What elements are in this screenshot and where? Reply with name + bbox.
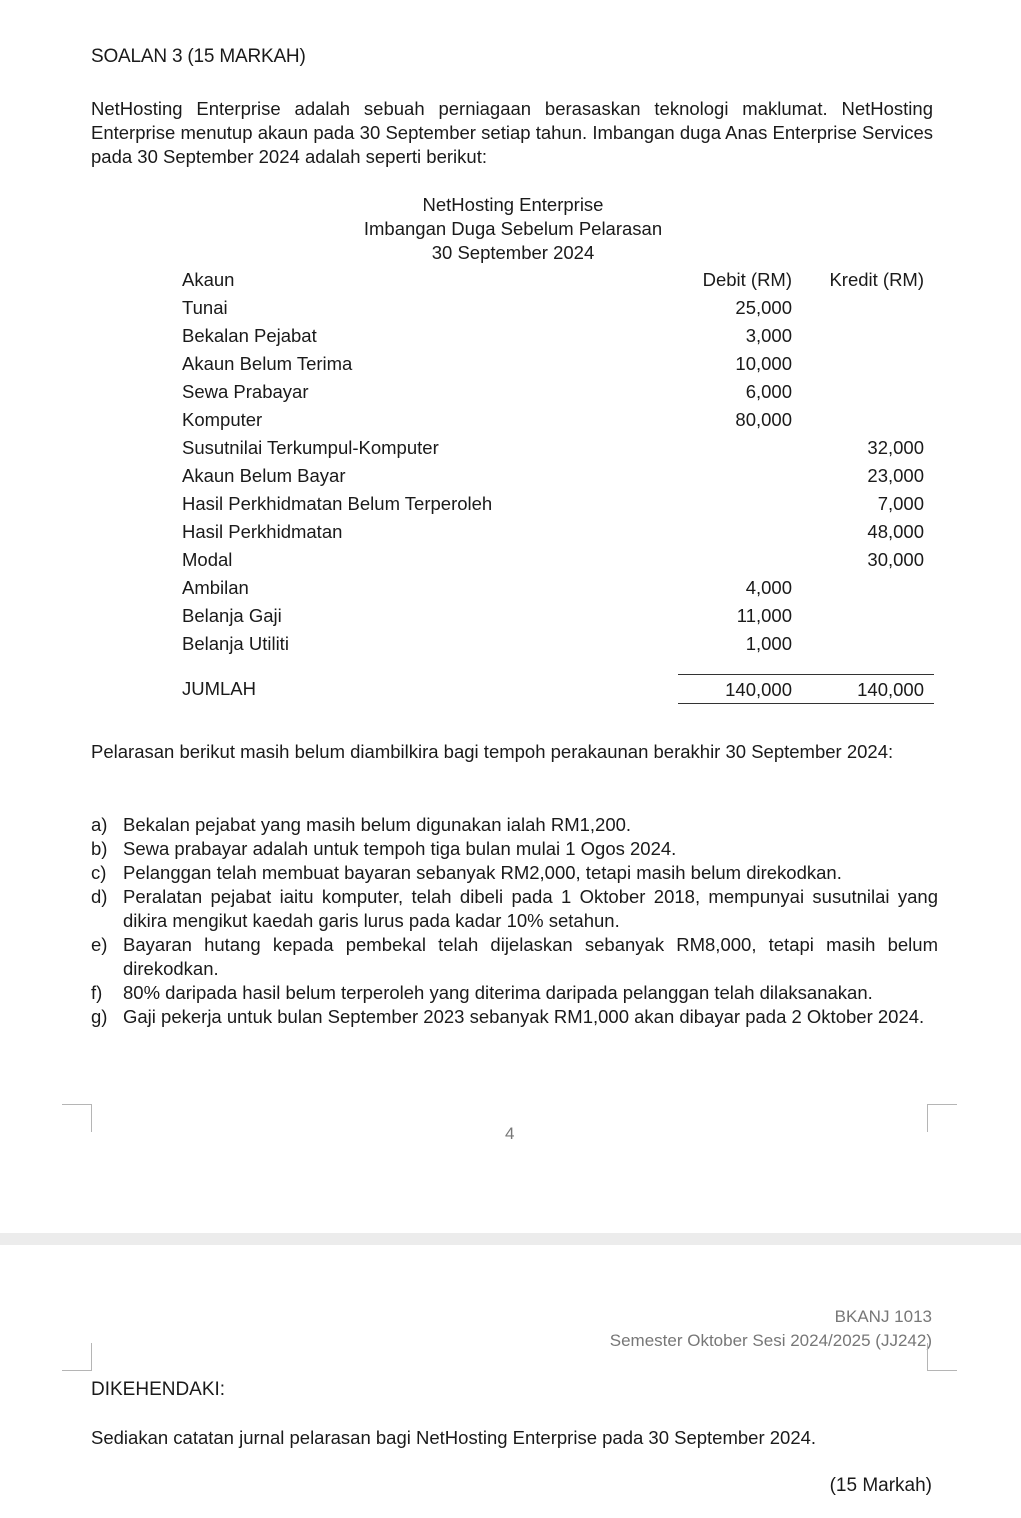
- marks-label: (15 Markah): [829, 1475, 932, 1496]
- account-name: Akaun Belum Bayar: [182, 465, 346, 486]
- page-separator: [0, 1233, 1021, 1245]
- list-item: [91, 861, 938, 885]
- table-row: [182, 602, 934, 630]
- debit-value: 25,000: [735, 297, 792, 318]
- table-row: [182, 630, 934, 658]
- account-name: Susutnilai Terkumpul-Komputer: [182, 437, 439, 458]
- header-debit: Debit (RM): [702, 269, 792, 290]
- item-label: f): [91, 982, 103, 1003]
- table-total-row: [182, 674, 934, 704]
- item-text: Bekalan pejabat yang masih belum digunakan ialah RM1,200.: [123, 814, 632, 835]
- debit-value: 6,000: [745, 381, 792, 402]
- table-row: [182, 294, 934, 322]
- list-item: [91, 933, 938, 981]
- item-text: Pelanggan telah membuat bayaran sebanyak RM2,000, tetapi masih belum direkodkan.: [123, 862, 842, 883]
- account-name: Tunai: [182, 297, 228, 318]
- adjustments-intro: Pelarasan berikut masih belum diambilkira bagi tempoh perakaunan berakhir 30 September 2024:: [91, 741, 894, 762]
- debit-value: 1,000: [745, 633, 792, 654]
- item-label: g): [91, 1006, 108, 1027]
- list-item: [91, 981, 938, 1005]
- debit-value: 11,000: [736, 605, 792, 626]
- trial-balance-table: [182, 266, 934, 704]
- credit-value: 7,000: [877, 493, 924, 514]
- total-label: JUMLAH: [182, 678, 257, 699]
- item-text: Peralatan pejabat iaitu komputer, telah dibeli pada 1 Oktober 2018, mempunyai susutnilai yang dikira mengikut kaedah garis lurus pada kadar 10% setahun.: [123, 886, 938, 931]
- item-text: Sewa prabayar adalah untuk tempoh tiga bulan mulai 1 Ogos 2024.: [123, 838, 677, 859]
- trial-balance-date: 30 September 2024: [431, 242, 595, 263]
- credit-value: 48,000: [867, 521, 924, 542]
- margin-corner-mark: [62, 1104, 92, 1132]
- table-row: [182, 434, 934, 462]
- debit-value: 10,000: [735, 353, 792, 374]
- account-name: Akaun Belum Terima: [182, 353, 353, 374]
- margin-corner-mark: [927, 1343, 957, 1371]
- account-name: Belanja Utiliti: [182, 633, 289, 654]
- account-name: Sewa Prabayar: [182, 381, 309, 402]
- total-credit: 140,000: [857, 679, 924, 700]
- item-label: e): [91, 934, 108, 955]
- table-row: [182, 406, 934, 434]
- item-label: b): [91, 838, 108, 859]
- table-row: [182, 574, 934, 602]
- requirement-title: DIKEHENDAKI:: [91, 1379, 226, 1400]
- item-label: c): [91, 862, 107, 883]
- item-text: Bayaran hutang kepada pembekal telah dijelaskan sebanyak RM8,000, tetapi masih belum direkodkan.: [123, 934, 938, 979]
- table-row: [182, 546, 934, 574]
- table-row: [182, 490, 934, 518]
- item-label: a): [91, 814, 108, 835]
- item-label: d): [91, 886, 108, 907]
- item-text: 80% daripada hasil belum terperoleh yang diterima daripada pelanggan telah dilaksanakan.: [123, 982, 873, 1003]
- requirement-text: Sediakan catatan jurnal pelarasan bagi NetHosting Enterprise pada 30 September 2024.: [91, 1427, 817, 1448]
- account-name: Hasil Perkhidmatan Belum Terperoleh: [182, 493, 493, 514]
- table-header-row: [182, 266, 934, 294]
- table-row: [182, 462, 934, 490]
- credit-value: 32,000: [867, 437, 924, 458]
- list-item: [91, 813, 938, 837]
- debit-value: 3,000: [745, 325, 792, 346]
- trial-balance-company: NetHosting Enterprise: [422, 194, 604, 215]
- account-name: Komputer: [182, 409, 263, 430]
- list-item: [91, 837, 938, 861]
- total-debit: 140,000: [725, 679, 792, 700]
- debit-value: 80,000: [735, 409, 792, 430]
- semester-label: Semester Oktober Sesi 2024/2025 (JJ242): [609, 1331, 932, 1350]
- account-name: Ambilan: [182, 577, 249, 598]
- table-row: [182, 350, 934, 378]
- margin-corner-mark: [62, 1343, 92, 1371]
- credit-value: 23,000: [867, 465, 924, 486]
- credit-value: 30,000: [867, 549, 924, 570]
- item-text: Gaji pekerja untuk bulan September 2023 sebanyak RM1,000 akan dibayar pada 2 Oktober 2024.: [123, 1006, 925, 1027]
- header-account: Akaun: [182, 269, 235, 290]
- question-intro: NetHosting Enterprise adalah sebuah perniagaan berasaskan teknologi maklumat. NetHosting Enterprise menutup akaun pada 30 September setiap tahun. Imbangan duga Anas Enterprise Services pada 30 September 2024 adalah seperti berikut:: [91, 98, 933, 167]
- adjustments-list: [91, 813, 938, 1029]
- debit-value: 4,000: [745, 577, 792, 598]
- account-name: Hasil Perkhidmatan: [182, 521, 343, 542]
- table-row: [182, 518, 934, 546]
- account-name: Belanja Gaji: [182, 605, 282, 626]
- list-item: [91, 1005, 938, 1029]
- table-row: [182, 378, 934, 406]
- page-number: 4: [505, 1124, 515, 1143]
- trial-balance-statement: Imbangan Duga Sebelum Pelarasan: [363, 218, 663, 239]
- question-title: SOALAN 3 (15 MARKAH): [91, 46, 306, 67]
- course-code: BKANJ 1013: [834, 1307, 932, 1326]
- list-item: [91, 885, 938, 933]
- header-credit: Kredit (RM): [829, 269, 924, 290]
- account-name: Modal: [182, 549, 233, 570]
- table-row: [182, 322, 934, 350]
- account-name: Bekalan Pejabat: [182, 325, 317, 346]
- margin-corner-mark: [927, 1104, 957, 1132]
